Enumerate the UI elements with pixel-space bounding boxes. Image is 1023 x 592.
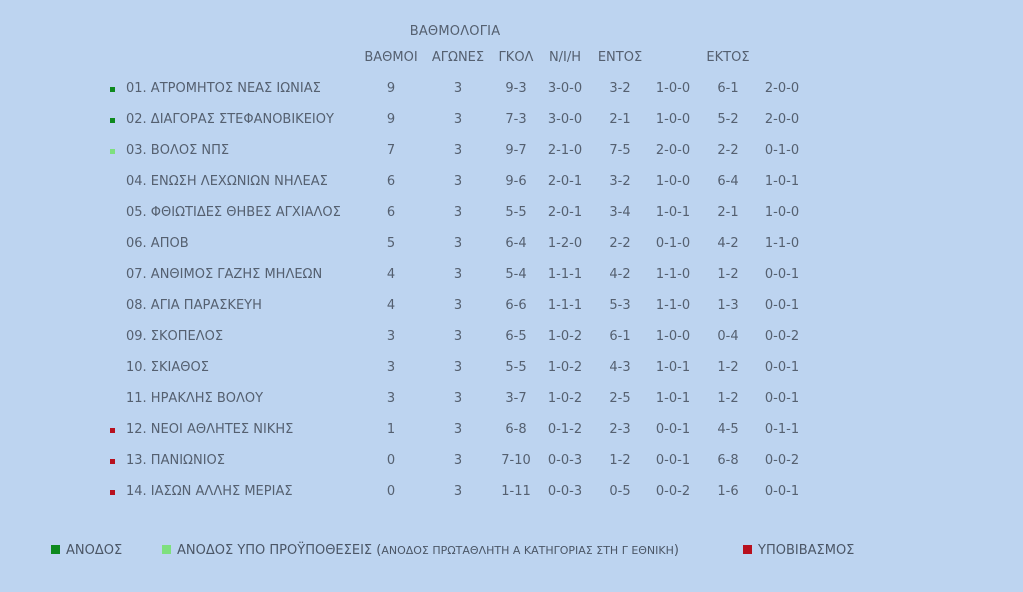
home-goals-cell: 2-3 [609, 422, 631, 437]
home-wdl-cell: 1-0-0 [655, 112, 691, 127]
away-goals-cell: 0-4 [717, 329, 739, 344]
games-cell: 3 [453, 267, 463, 282]
team-name: 11. ΗΡΑΚΛΗΣ ΒΟΛΟΥ [126, 391, 264, 406]
promotion-swatch [51, 545, 60, 554]
home-wdl-cell: 0-0-1 [655, 453, 691, 468]
away-wdl-cell: 0-0-1 [764, 267, 800, 282]
away-goals-cell: 2-1 [717, 205, 739, 220]
games-cell: 3 [453, 484, 463, 499]
conditional-promotion-marker [110, 149, 115, 154]
legend-conditional-promotion-text: ΑΝΟΔΟΣ ΥΠΟ ΠΡΟΫΠΟΘΕΣΕΙΣ ( [177, 543, 382, 558]
wdl-cell: 1-2-0 [547, 236, 583, 251]
games-cell: 3 [453, 112, 463, 127]
team-name: 03. ΒΟΛΟΣ ΝΠΣ [126, 143, 230, 158]
goals-cell: 6-6 [505, 298, 527, 313]
goals-cell: 3-7 [505, 391, 527, 406]
points-cell: 0 [386, 453, 396, 468]
home-goals-cell: 3-2 [609, 81, 631, 96]
home-goals-cell: 1-2 [609, 453, 631, 468]
goals-cell: 6-4 [505, 236, 527, 251]
away-goals-cell: 6-1 [717, 81, 739, 96]
wdl-cell: 1-1-1 [547, 267, 583, 282]
points-cell: 3 [386, 360, 396, 375]
away-wdl-cell: 0-0-1 [764, 360, 800, 375]
goals-cell: 5-4 [505, 267, 527, 282]
wdl-cell: 0-0-3 [547, 453, 583, 468]
header-points: ΒΑΘΜΟΙ [364, 50, 418, 65]
away-wdl-cell: 0-1-0 [764, 143, 800, 158]
away-goals-cell: 6-4 [717, 174, 739, 189]
home-wdl-cell: 0-0-1 [655, 422, 691, 437]
table-row [0, 360, 1023, 391]
goals-cell: 9-6 [505, 174, 527, 189]
games-cell: 3 [453, 143, 463, 158]
away-wdl-cell: 0-0-2 [764, 329, 800, 344]
away-wdl-cell: 2-0-0 [764, 81, 800, 96]
wdl-cell: 1-0-2 [547, 360, 583, 375]
points-cell: 0 [386, 484, 396, 499]
home-wdl-cell: 1-0-0 [655, 81, 691, 96]
legend-relegation-label: ΥΠΟΒΙΒΑΣΜΟΣ [758, 543, 855, 558]
team-name: 02. ΔΙΑΓΟΡΑΣ ΣΤΕΦΑΝΟΒΙΚΕΙΟΥ [126, 112, 334, 127]
wdl-cell: 1-0-2 [547, 391, 583, 406]
away-goals-cell: 6-8 [717, 453, 739, 468]
home-goals-cell: 4-2 [609, 267, 631, 282]
goals-cell: 7-10 [501, 453, 531, 468]
legend-conditional-promotion-close: ) [673, 543, 679, 558]
games-cell: 3 [453, 422, 463, 437]
points-cell: 6 [386, 205, 396, 220]
home-wdl-cell: 1-1-0 [655, 267, 691, 282]
away-wdl-cell: 0-0-1 [764, 484, 800, 499]
home-goals-cell: 5-3 [609, 298, 631, 313]
away-goals-cell: 4-2 [717, 236, 739, 251]
away-wdl-cell: 0-0-1 [764, 391, 800, 406]
table-row [0, 298, 1023, 329]
conditional-promotion-swatch [162, 545, 171, 554]
home-wdl-cell: 2-0-0 [655, 143, 691, 158]
header-goals: ΓΚΟΛ [498, 50, 534, 65]
team-name: 09. ΣΚΟΠΕΛΟΣ [126, 329, 224, 344]
home-goals-cell: 7-5 [609, 143, 631, 158]
points-cell: 9 [386, 81, 396, 96]
table-row [0, 453, 1023, 484]
home-goals-cell: 4-3 [609, 360, 631, 375]
header-wdl: Ν/Ι/Η [548, 50, 582, 65]
home-goals-cell: 0-5 [609, 484, 631, 499]
wdl-cell: 1-1-1 [547, 298, 583, 313]
away-wdl-cell: 0-0-1 [764, 298, 800, 313]
goals-cell: 1-11 [501, 484, 531, 499]
wdl-cell: 2-1-0 [547, 143, 583, 158]
table-row [0, 174, 1023, 205]
points-cell: 4 [386, 267, 396, 282]
away-goals-cell: 1-2 [717, 267, 739, 282]
home-wdl-cell: 1-0-1 [655, 205, 691, 220]
wdl-cell: 2-0-1 [547, 174, 583, 189]
wdl-cell: 1-0-2 [547, 329, 583, 344]
wdl-cell: 3-0-0 [547, 81, 583, 96]
away-goals-cell: 1-3 [717, 298, 739, 313]
promotion-marker [110, 118, 115, 123]
team-name: 06. ΑΠΟΒ [126, 236, 189, 251]
away-wdl-cell: 2-0-0 [764, 112, 800, 127]
team-name: 05. ΦΘΙΩΤΙΔΕΣ ΘΗΒΕΣ ΑΓΧΙΑΛΟΣ [126, 205, 341, 220]
games-cell: 3 [453, 205, 463, 220]
away-goals-cell: 1-2 [717, 391, 739, 406]
team-name: 12. ΝΕΟΙ ΑΘΛΗΤΕΣ ΝΙΚΗΣ [126, 422, 294, 437]
home-wdl-cell: 0-0-2 [655, 484, 691, 499]
points-cell: 4 [386, 298, 396, 313]
wdl-cell: 3-0-0 [547, 112, 583, 127]
away-goals-cell: 4-5 [717, 422, 739, 437]
home-wdl-cell: 1-0-0 [655, 329, 691, 344]
table-row [0, 81, 1023, 112]
away-goals-cell: 1-6 [717, 484, 739, 499]
goals-cell: 9-3 [505, 81, 527, 96]
team-name: 04. ΕΝΩΣΗ ΛΕΧΩΝΙΩΝ ΝΗΛΕΑΣ [126, 174, 328, 189]
relegation-swatch [743, 545, 752, 554]
header-home: ΕΝΤΟΣ [597, 50, 643, 65]
legend [0, 543, 1023, 563]
wdl-cell: 0-0-3 [547, 484, 583, 499]
team-name: 01. ΑΤΡΟΜΗΤΟΣ ΝΕΑΣ ΙΩΝΙΑΣ [126, 81, 321, 96]
home-goals-cell: 6-1 [609, 329, 631, 344]
goals-cell: 5-5 [505, 360, 527, 375]
away-goals-cell: 2-2 [717, 143, 739, 158]
table-row [0, 422, 1023, 453]
home-wdl-cell: 1-1-0 [655, 298, 691, 313]
away-wdl-cell: 0-0-2 [764, 453, 800, 468]
relegation-marker [110, 459, 115, 464]
relegation-marker [110, 428, 115, 433]
table-row [0, 484, 1023, 515]
points-cell: 3 [386, 329, 396, 344]
games-cell: 3 [453, 298, 463, 313]
games-cell: 3 [453, 360, 463, 375]
games-cell: 3 [453, 236, 463, 251]
legend-promotion-label: ΑΝΟΔΟΣ [66, 543, 123, 558]
standings-title: ΒΑΘΜΟΛΟΓΙΑ [409, 24, 501, 39]
games-cell: 3 [453, 329, 463, 344]
points-cell: 1 [386, 422, 396, 437]
team-name: 14. ΙΑΣΩΝ ΑΛΛΗΣ ΜΕΡΙΑΣ [126, 484, 293, 499]
games-cell: 3 [453, 453, 463, 468]
header-away: ΕΚΤΟΣ [706, 50, 750, 65]
goals-cell: 6-8 [505, 422, 527, 437]
home-goals-cell: 2-5 [609, 391, 631, 406]
home-wdl-cell: 1-0-1 [655, 360, 691, 375]
games-cell: 3 [453, 81, 463, 96]
table-row [0, 205, 1023, 236]
relegation-marker [110, 490, 115, 495]
away-wdl-cell: 1-0-0 [764, 205, 800, 220]
games-cell: 3 [453, 174, 463, 189]
team-name: 08. ΑΓΙΑ ΠΑΡΑΣΚΕΥΗ [126, 298, 262, 313]
points-cell: 7 [386, 143, 396, 158]
team-name: 07. ΑΝΘΙΜΟΣ ΓΑΖΗΣ ΜΗΛΕΩΝ [126, 267, 323, 282]
away-goals-cell: 5-2 [717, 112, 739, 127]
legend-conditional-promotion-label [177, 543, 679, 559]
home-goals-cell: 3-4 [609, 205, 631, 220]
table-row [0, 267, 1023, 298]
wdl-cell: 0-1-2 [547, 422, 583, 437]
home-goals-cell: 2-1 [609, 112, 631, 127]
wdl-cell: 2-0-1 [547, 205, 583, 220]
home-goals-cell: 3-2 [609, 174, 631, 189]
table-row [0, 143, 1023, 174]
games-cell: 3 [453, 391, 463, 406]
legend-conditional-promotion-note: ΑΝΟΔΟΣ ΠΡΩΤΑΘΛΗΤΗ Α ΚΑΤΗΓΟΡΙΑΣ ΣΤΗ Γ ΕΘΝΙΚΗ [381, 544, 674, 557]
away-wdl-cell: 0-1-1 [764, 422, 800, 437]
home-goals-cell: 2-2 [609, 236, 631, 251]
promotion-marker [110, 87, 115, 92]
table-row [0, 112, 1023, 143]
table-row [0, 391, 1023, 422]
goals-cell: 5-5 [505, 205, 527, 220]
goals-cell: 6-5 [505, 329, 527, 344]
home-wdl-cell: 0-1-0 [655, 236, 691, 251]
team-name: 10. ΣΚΙΑΘΟΣ [126, 360, 209, 375]
table-row [0, 236, 1023, 267]
away-wdl-cell: 1-0-1 [764, 174, 800, 189]
away-goals-cell: 1-2 [717, 360, 739, 375]
table-row [0, 329, 1023, 360]
points-cell: 3 [386, 391, 396, 406]
away-wdl-cell: 1-1-0 [764, 236, 800, 251]
home-wdl-cell: 1-0-1 [655, 391, 691, 406]
header-games: ΑΓΩΝΕΣ [431, 50, 485, 65]
team-name: 13. ΠΑΝΙΩΝΙΟΣ [126, 453, 225, 468]
points-cell: 5 [386, 236, 396, 251]
home-wdl-cell: 1-0-0 [655, 174, 691, 189]
points-cell: 6 [386, 174, 396, 189]
goals-cell: 9-7 [505, 143, 527, 158]
goals-cell: 7-3 [505, 112, 527, 127]
points-cell: 9 [386, 112, 396, 127]
